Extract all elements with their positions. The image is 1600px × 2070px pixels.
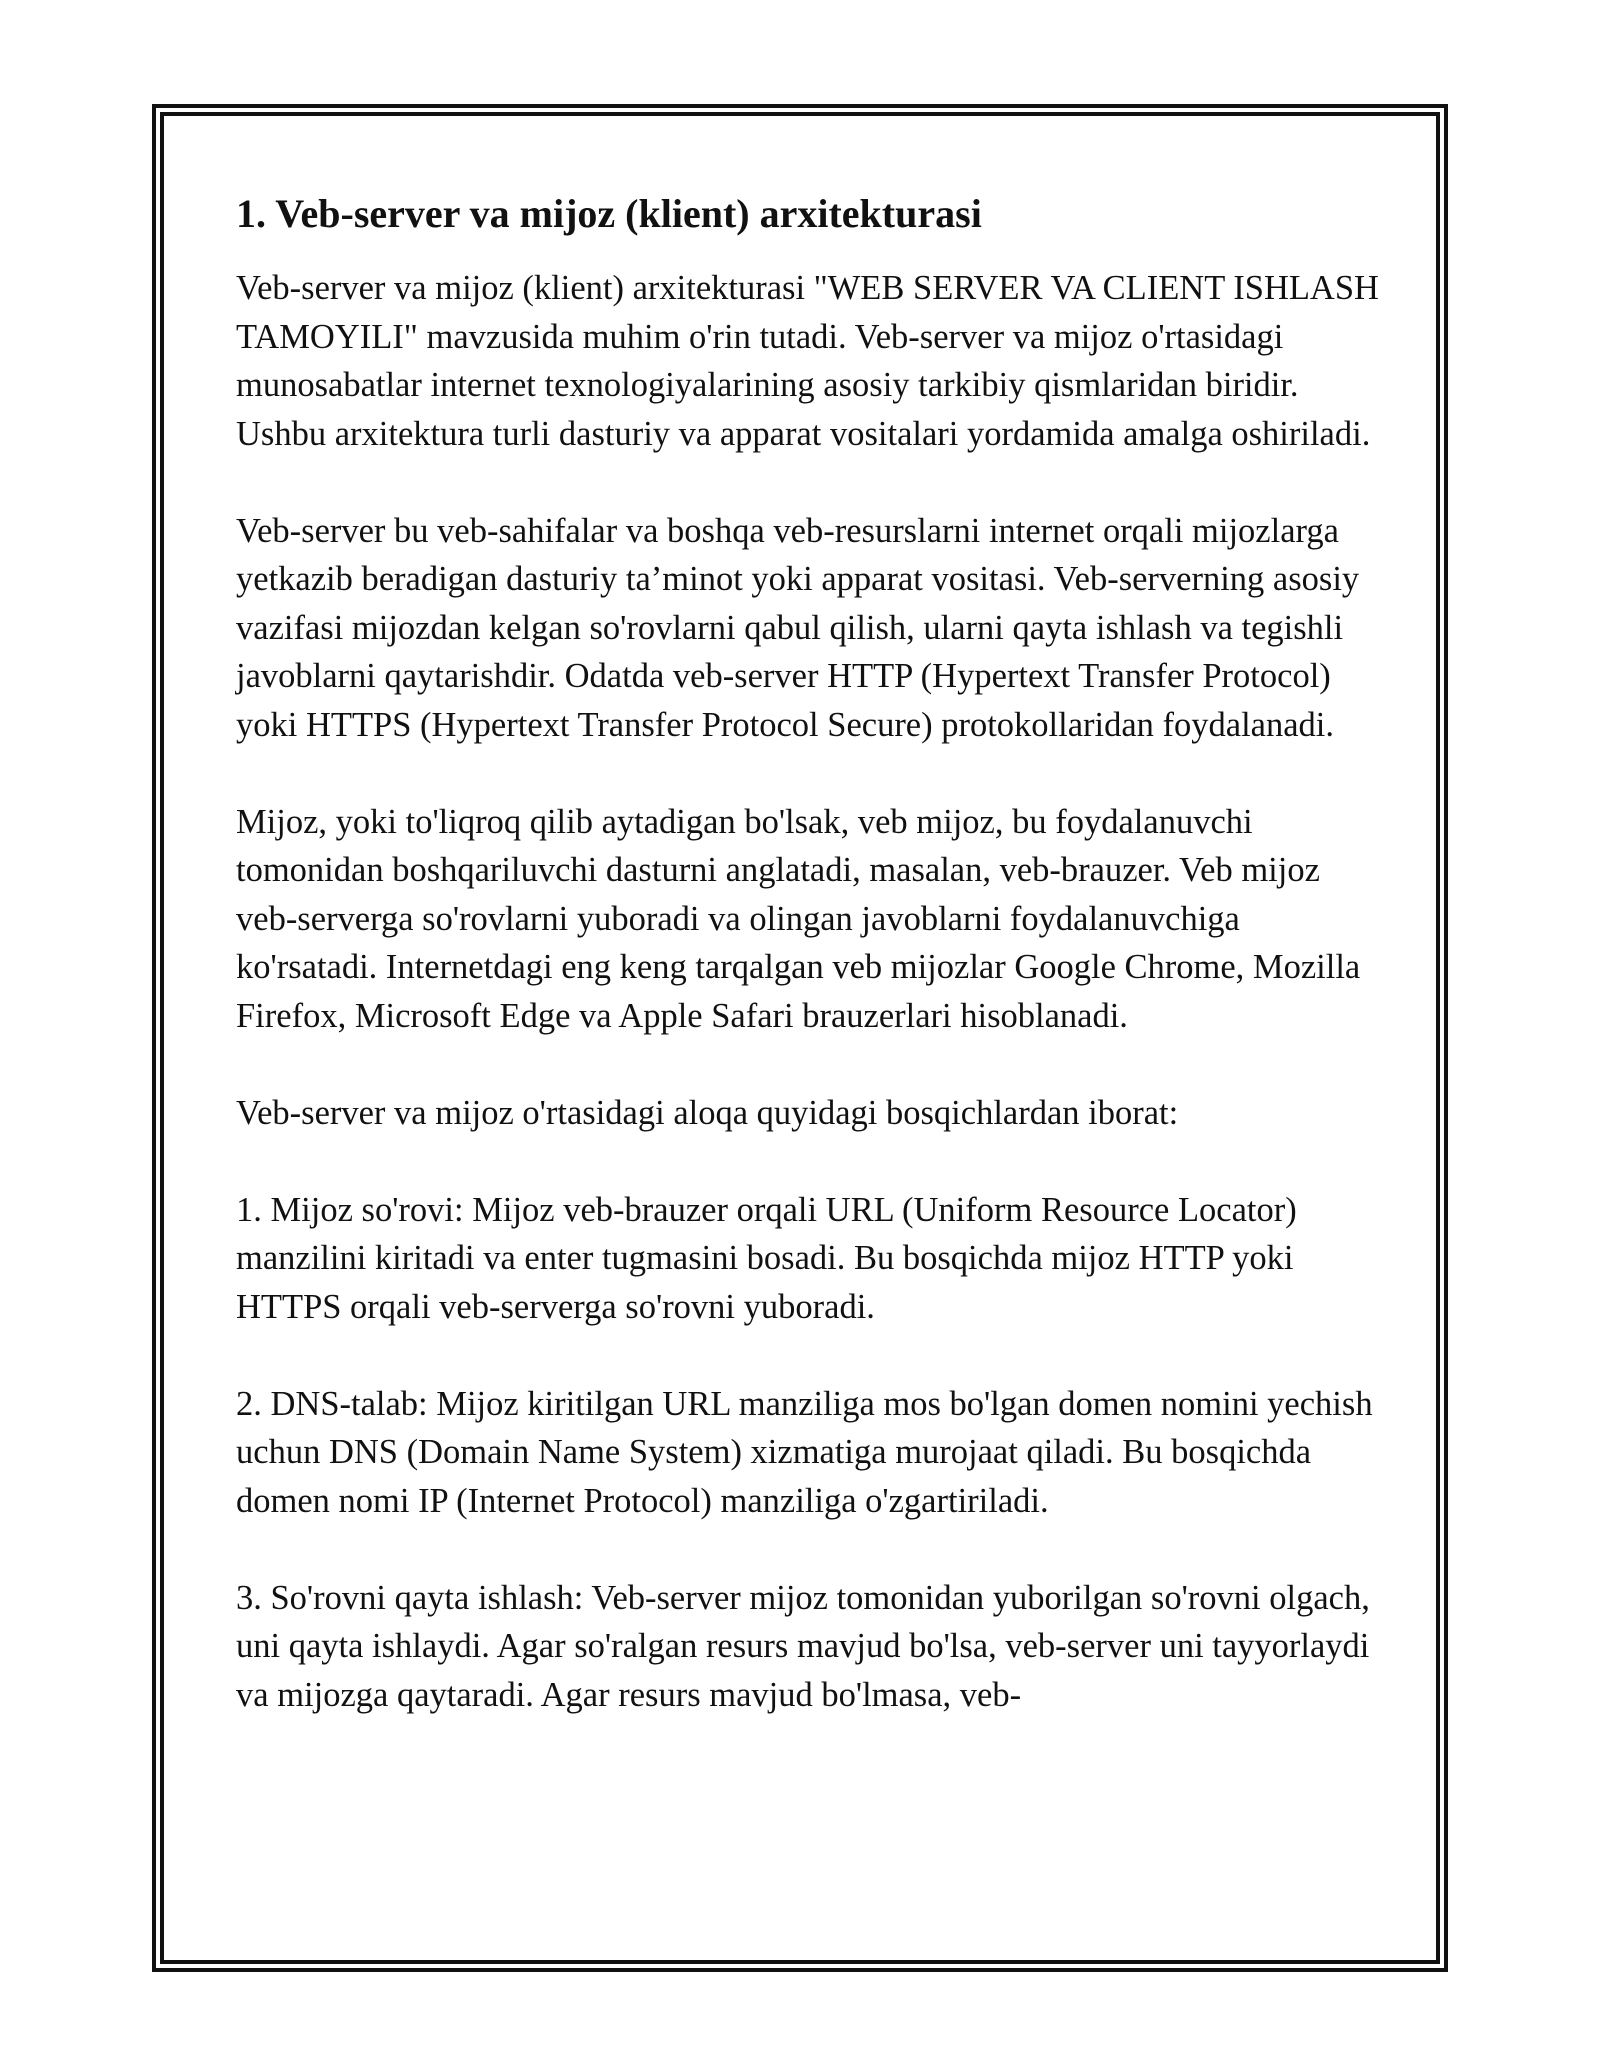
paragraph-step-2: 2. DNS-talab: Mijoz kiritilgan URL manziliga mos bo'lgan domen nomini yechish uchun DNS (Domain Name System) xizmatiga murojaat qiladi. Bu bosqichda domen nomi IP (Internet Protocol) manziliga o'zgartiriladi. [236,1384,1373,1520]
paragraph-intro: Veb-server va mijoz (klient) arxitekturasi "WEB SERVER VA CLIENT ISHLASH TAMOYILI" mavzusida muhim o'rin tutadi. Veb-server va mijoz o'rtasidagi munosabatlar internet texnologiyalarining asosiy tarkibiy qismlaridan biridir. Ushbu arxitektura turli dasturiy va apparat vositalari yordamida amalga oshiriladi. [236,269,1379,453]
document-body [236,188,1386,1768]
paragraph-step-3: 3. So'rovni qayta ishlash: Veb-server mijoz tomonidan yuborilgan so'rovni olgach, uni qayta ishlaydi. Agar so'ralgan resurs mavjud bo'lsa, veb-server uni tayyorlaydi va mijozga qaytaradi. Agar resurs mavjud bo'lmasa, veb- [236,1578,1370,1714]
paragraph-step-1: 1. Mijoz so'rovi: Mijoz veb-brauzer orqali URL (Uniform Resource Locator) manzilini kiritadi va enter tugmasini bosadi. Bu bosqichda mijoz HTTP yoki HTTPS orqali veb-serverga so'rovni yuboradi. [236,1190,1297,1326]
section-heading: 1. Veb-server va mijoz (klient) arxitekturasi [236,191,982,236]
paragraph-steps-intro: Veb-server va mijoz o'rtasidagi aloqa quyidagi bosqichlardan iborat: [236,1093,1179,1132]
paragraph-web-server: Veb-server bu veb-sahifalar va boshqa veb-resurslarni internet orqali mijozlarga yetkazib beradigan dasturiy ta’minot yoki apparat vositasi. Veb-serverning asosiy vazifasi mijozdan kelgan so'rovlarni qabul qilish, ularni qayta ishlash va tegishli javoblarni qaytarishdir. Odatda veb-server HTTP (Hypertext Transfer Protocol) yoki HTTPS (Hypertext Transfer Protocol Secure) protokollaridan foydalanadi. [236,511,1360,744]
paragraph-client: Mijoz, yoki to'liqroq qilib aytadigan bo'lsak, veb mijoz, bu foydalanuvchi tomonidan boshqariluvchi dasturni anglatadi, masalan, veb-brauzer. Veb mijoz veb-serverga so'rovlarni yuboradi va olingan javoblarni foydalanuvchiga ko'rsatadi. Internetdagi eng keng tarqalgan veb mijozlar Google Chrome, Mozilla Firefox, Microsoft Edge va Apple Safari brauzerlari hisoblanadi. [236,802,1361,1035]
